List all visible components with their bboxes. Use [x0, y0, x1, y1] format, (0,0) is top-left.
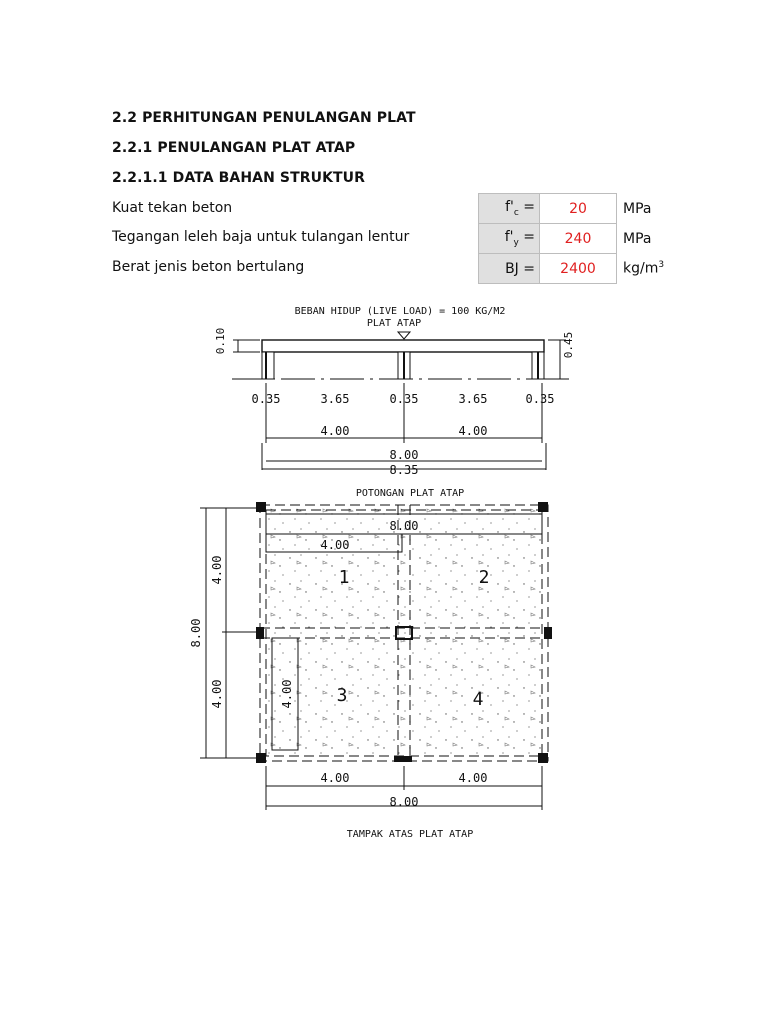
unit-fy: MPa: [623, 230, 652, 247]
total-outer-label: 8.35: [389, 463, 419, 477]
symbol-fy: $f'_y$ =: [479, 224, 540, 254]
plan-drawing: [0, 500, 768, 850]
material-table: [478, 193, 688, 284]
segment-label: 3.65: [320, 392, 350, 406]
segment-label: 0.35: [251, 392, 281, 406]
thickness-label: 0.10: [214, 327, 227, 355]
heading-subsection: 2.2.1 PENULANGAN PLAT ATAP: [112, 140, 356, 156]
plate-label: PLAT ATAP: [366, 318, 422, 329]
value-bj: 2400: [540, 254, 617, 284]
bottom-total-label: 8.00: [389, 795, 419, 809]
span-label: 4.00: [458, 424, 488, 438]
bottom-dim-label: 4.00: [320, 771, 350, 785]
left-dim-label: 4.00: [210, 679, 224, 709]
panel-label: 3: [336, 685, 348, 706]
value-fy: 240: [540, 224, 617, 254]
label-steel-yield: Tegangan leleh baja untuk tulangan lentur: [112, 229, 410, 245]
panel-label: 4: [472, 689, 484, 710]
panel-label: 2: [478, 567, 490, 588]
unit-fc: MPa: [623, 200, 652, 217]
span-label: 4.00: [320, 424, 350, 438]
strip-top-label: 8.00: [389, 519, 419, 533]
symbol-bj: BJ =: [479, 254, 540, 284]
segment-label: 0.35: [525, 392, 555, 406]
segment-label: 0.35: [389, 392, 419, 406]
bottom-dim-label: 4.00: [458, 771, 488, 785]
label-concrete-strength: Kuat tekan beton: [112, 200, 233, 216]
table-row: [479, 194, 688, 224]
total-inner-label: 8.00: [389, 448, 419, 462]
panel-label: 1: [338, 567, 350, 588]
label-concrete-density: Berat jenis beton bertulang: [112, 259, 305, 275]
heading-section: 2.2 PERHITUNGAN PENULANGAN PLAT: [112, 110, 416, 126]
left-total-label: 8.00: [189, 618, 203, 648]
strip-height-label: 4.00: [280, 679, 294, 709]
table-row: [479, 254, 688, 284]
strip-width-label: 4.00: [320, 538, 350, 552]
symbol-fc: $f'_c$ =: [479, 194, 540, 224]
table-row: [479, 224, 688, 254]
heading-data: 2.2.1.1 DATA BAHAN STRUKTUR: [112, 170, 366, 186]
beam-height-label: 0.45: [562, 331, 575, 359]
unit-bj: $kg/m^3$: [623, 260, 665, 277]
plan-caption: TAMPAK ATAS PLAT ATAP: [346, 829, 474, 840]
section-caption: POTONGAN PLAT ATAP: [355, 488, 465, 499]
left-dim-label: 4.00: [210, 555, 224, 585]
section-drawing: [0, 295, 768, 505]
load-label: BEBAN HIDUP (LIVE LOAD) = 100 KG/M2: [294, 306, 506, 317]
segment-label: 3.65: [458, 392, 488, 406]
value-fc: 20: [540, 194, 617, 224]
